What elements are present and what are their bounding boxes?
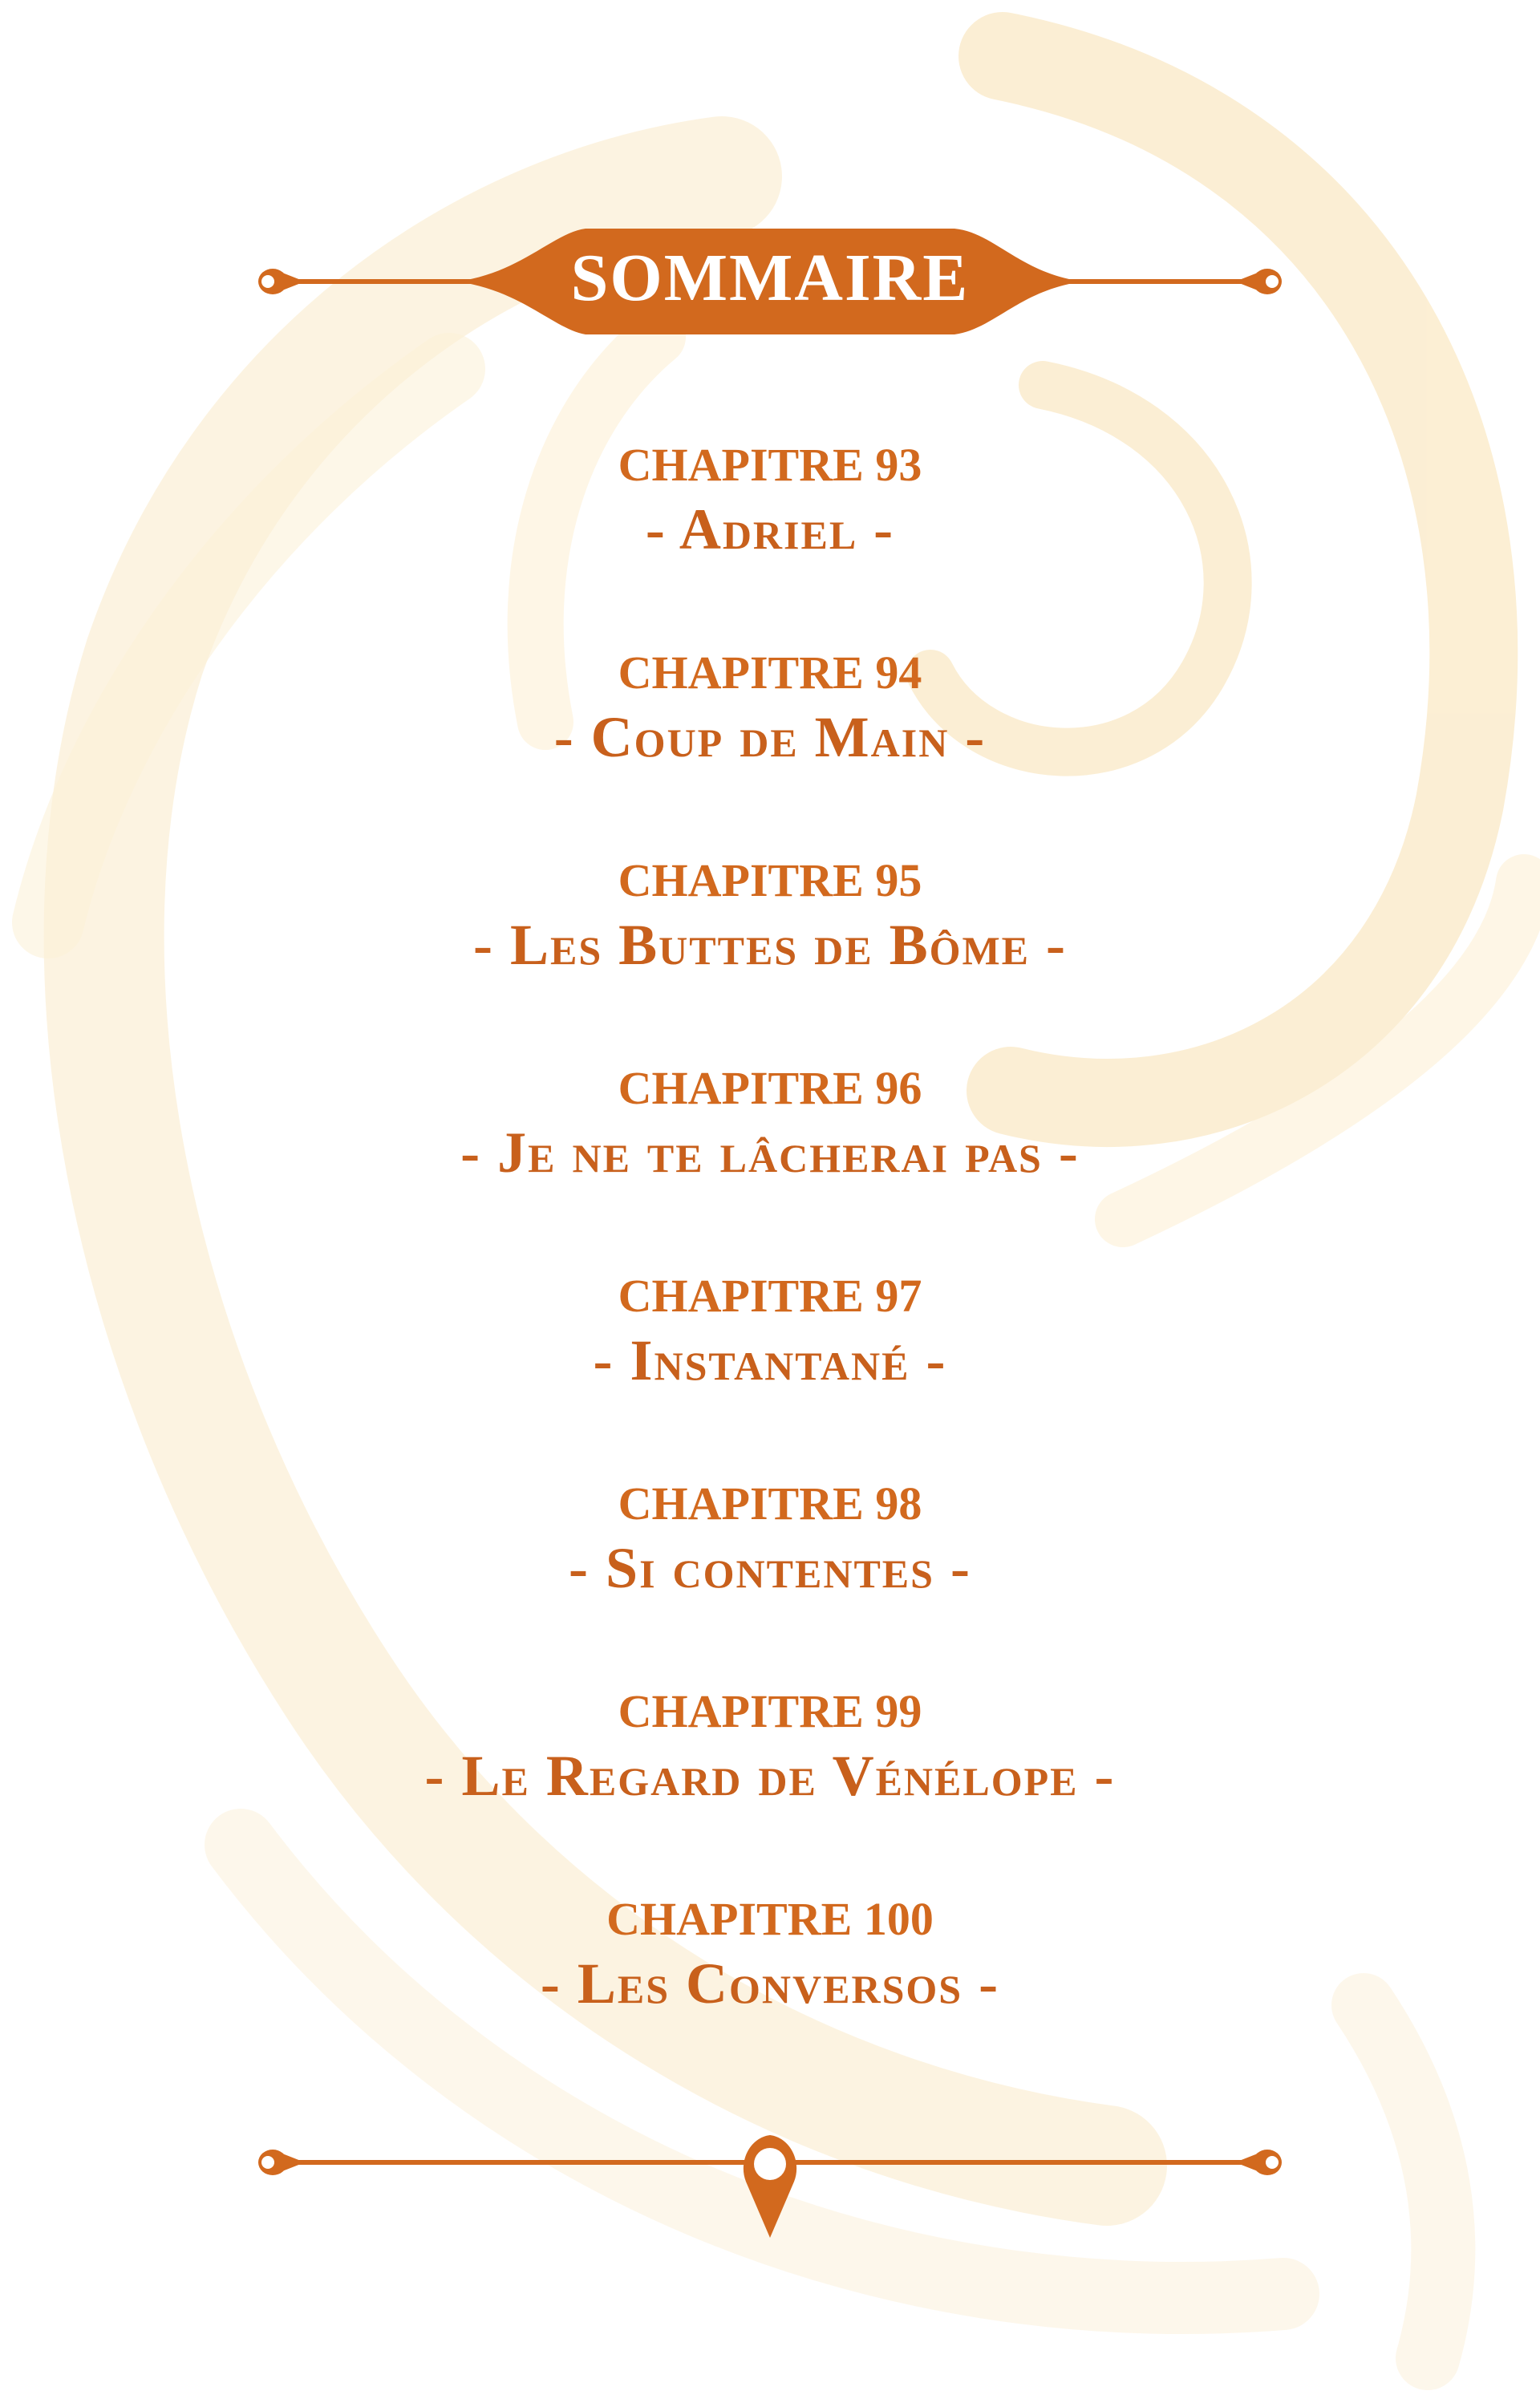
- toc-item-96: [0, 1060, 1540, 1268]
- table-of-contents: [0, 437, 1540, 2099]
- chapter-title: - Si contentes -: [569, 1536, 971, 1600]
- chapter-number: CHAPITRE 100: [606, 1893, 934, 1945]
- chapter-number: CHAPITRE 98: [618, 1477, 922, 1530]
- toc-item-98: [0, 1476, 1540, 1684]
- chapter-title: - Je ne te lâcherai pas -: [460, 1120, 1080, 1185]
- page-title: SOMMAIRE: [570, 241, 970, 315]
- footer-ornament: [0, 2117, 1540, 2246]
- chapter-title: - Instantané -: [593, 1328, 947, 1392]
- chapter-number: CHAPITRE 97: [618, 1270, 922, 1322]
- toc-item-99: [0, 1684, 1540, 1891]
- chapter-title: - Les Conversos -: [540, 1951, 1000, 2016]
- chapter-number: CHAPITRE 95: [618, 854, 922, 906]
- toc-item-94: [0, 645, 1540, 853]
- toc-item-95: [0, 853, 1540, 1060]
- toc-item-100: [0, 1891, 1540, 2099]
- chapter-title: - Coup de Main -: [553, 705, 987, 769]
- chapter-title: - Adriel -: [645, 497, 895, 561]
- chapter-number: CHAPITRE 94: [618, 646, 922, 699]
- toc-item-97: [0, 1268, 1540, 1476]
- chapter-number: CHAPITRE 93: [618, 439, 922, 491]
- chapter-title: - Les Buttes de Bôme -: [472, 913, 1068, 977]
- chapter-number: CHAPITRE 99: [618, 1685, 922, 1737]
- chapter-number: CHAPITRE 96: [618, 1062, 922, 1114]
- chapter-title: - Le Regard de Vénélope -: [424, 1744, 1116, 1808]
- toc-item-93: [0, 437, 1540, 645]
- header-banner: [0, 209, 1540, 353]
